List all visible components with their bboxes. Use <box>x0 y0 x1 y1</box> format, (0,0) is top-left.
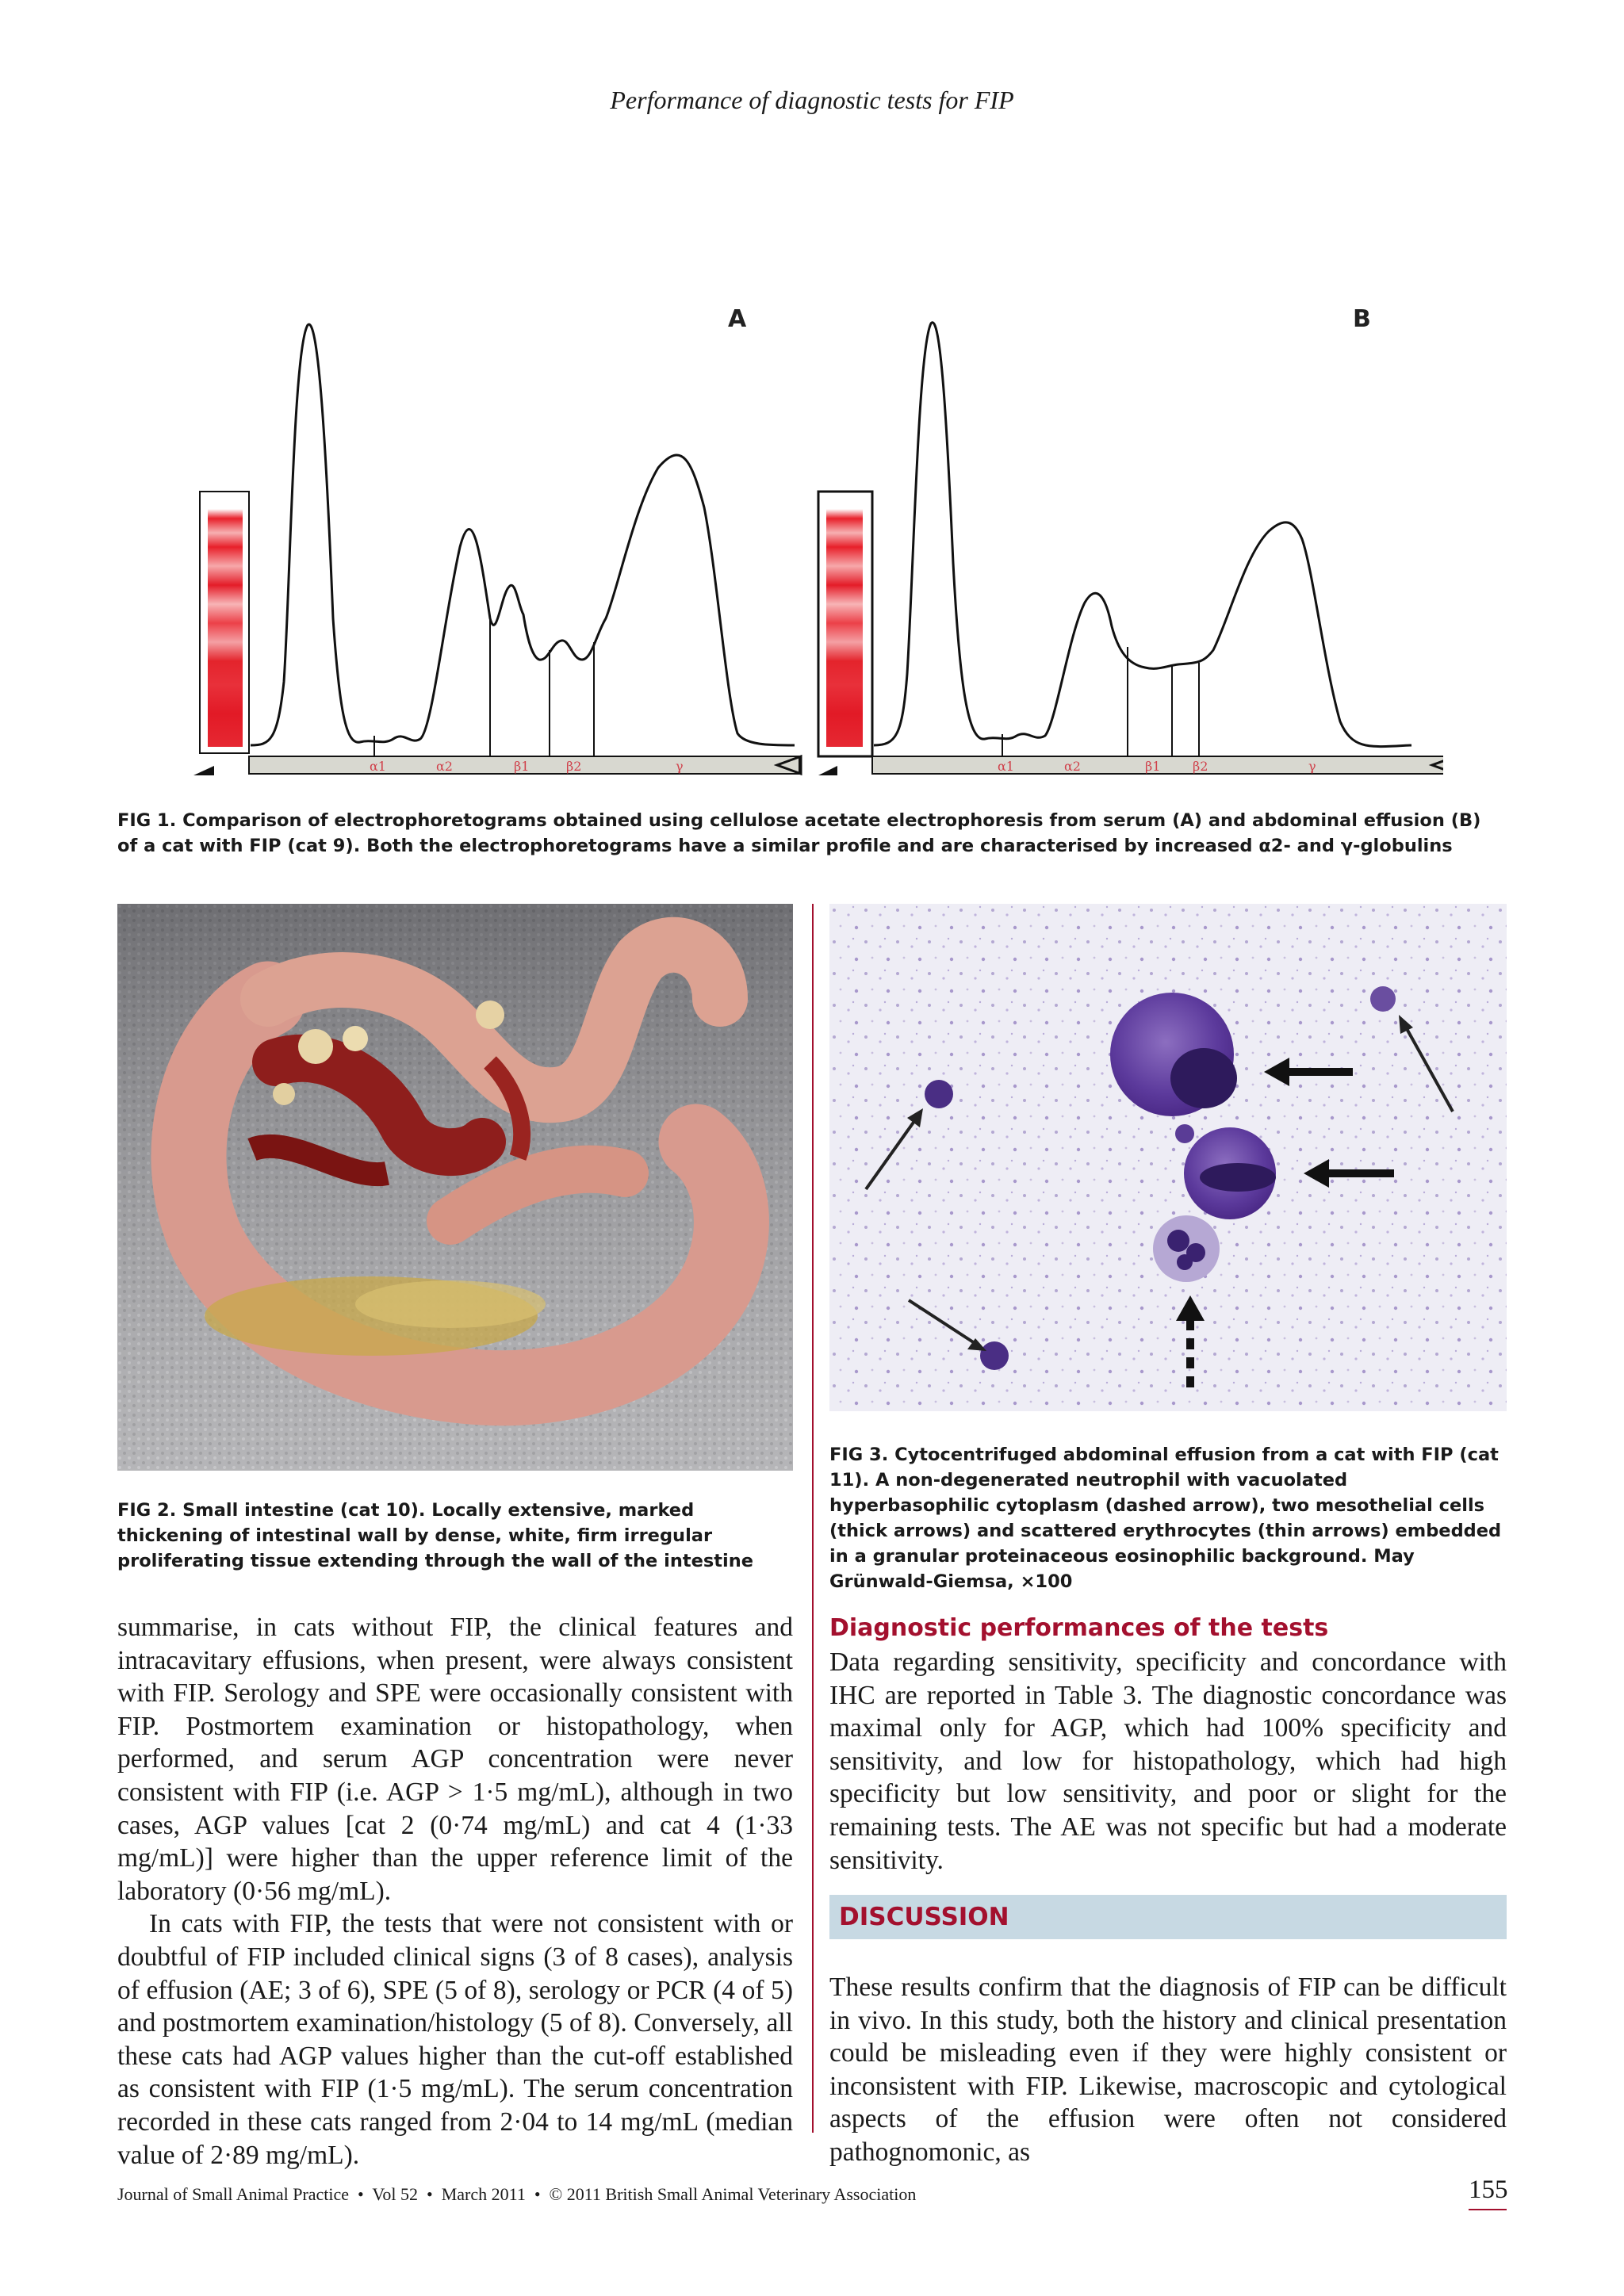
figure-2-label: FIG 2. <box>117 1500 177 1521</box>
fraction-beta1-b: β1 <box>1145 759 1161 774</box>
left-paragraph-1: summarise, in cats without FIP, the clinical features and intracavitary effusions, when present, were always consistent with FIP. Serology and SPE were occasionally consistent with FIP. Postmortem examination or histopathology, when performed, and serum AGP concentration were never consistent with FIP (i.e. AGP > 1·5 mg/mL), although in two cases, AGP values [cat 2 (0·74 mg/mL) and cat 4 (1·33 mg/mL)] were higher than the upper reference limit of the laboratory (0·56 mg/mL). <box>117 1613 793 1906</box>
figure-2-caption-text: Small intestine (cat 10). Locally extensive, marked thickening of intestinal wall by dense, white, firm irregular proliferating tissue extending through the wall of the intestine <box>117 1500 754 1571</box>
figure-2-photo <box>117 904 793 1471</box>
right-paragraph-2: These results confirm that the diagnosis of FIP can be difficult in vivo. In this study, both the history and clinical presentation could be misleading even if they were highly consistent or inconsistent with FIP. Likewise, macroscopic and cytological aspects of the effusion were often not considered pathognomonic, as <box>829 1973 1507 2167</box>
figure-1-electrophoretograms <box>190 301 1443 793</box>
panel-b <box>818 305 1443 775</box>
panel-b-label: B <box>1353 305 1371 333</box>
fraction-alpha1-b: α1 <box>998 759 1014 774</box>
fraction-alpha1-a: α1 <box>370 759 386 774</box>
figure-1-caption-text: Comparison of electrophoretograms obtained using cellulose acetate electrophoresis from serum (A) and abdominal effusion (B) of a cat with FIP (cat 9). Both the electrophoretograms have a similar profile and are characterised by increased α2- and γ-globulins <box>117 810 1481 856</box>
panel-a <box>193 305 801 775</box>
figure-3-caption <box>829 1442 1507 1594</box>
section-heading-diagnostic-performances: Diagnostic performances of the tests <box>829 1614 1329 1642</box>
figure-3-label: FIG 3. <box>829 1445 889 1465</box>
fraction-alpha2-b: α2 <box>1064 759 1081 774</box>
fraction-alpha2-a: α2 <box>436 759 453 774</box>
fraction-beta2-a: β2 <box>566 759 582 774</box>
left-paragraph-2: In cats with FIP, the tests that were not consistent with or doubtful of FIP included clinical signs (3 of 8 cases), analysis of effusion (AE; 3 of 6), SPE (5 of 8), serology or PCR (4 of 5) and postmortem examination/histology (5 of 8). Conversely, all these cats had AGP values higher than the cut-off established as consistent with FIP (1·5 mg/mL). The serum concentration recorded in these cats ranged from 2·04 to 14 mg/mL (median value of 2·89 mg/mL). <box>117 1909 793 2170</box>
right-paragraph-1: Data regarding sensitivity, specificity and concordance with IHC are reported in Table 3. The diagnostic concordance was maximal only for AGP, which had 100% specificity and sensitivity, and low for histopathology, which had high specificity but low sensitivity, and poor or slight for the remaining tests. The AE was not specific but had a moderate sensitivity. <box>829 1647 1507 1875</box>
left-column <box>117 1611 793 2172</box>
figure-1-label: FIG 1. <box>117 810 177 831</box>
page-number: 155 <box>1469 2175 1508 2204</box>
running-head: Performance of diagnostic tests for FIP <box>610 86 1014 114</box>
footer-citation: Journal of Small Animal Practice • Vol 52 • March 2011 • © 2011 British Small Animal Veterinary Association <box>117 2184 917 2204</box>
fraction-beta1-a: β1 <box>514 759 530 774</box>
fraction-gamma-a: γ <box>676 759 684 774</box>
fraction-beta2-b: β2 <box>1193 759 1208 774</box>
discussion-heading: DISCUSSION <box>839 1903 1009 1931</box>
panel-a-label: A <box>728 305 747 333</box>
fraction-gamma-b: γ <box>1308 759 1316 774</box>
figure-2-caption <box>117 1498 793 1574</box>
page-number-underline <box>1469 2209 1507 2210</box>
figure-1-caption <box>117 808 1507 859</box>
trace-b <box>874 323 1411 747</box>
figure-3-caption-text: Cytocentrifuged abdominal effusion from a cat with FIP (cat 11). A non-degenerated neutrophil with vacuolated hyperbasophilic cytoplasm (dashed arrow), two mesothelial cells (thick arrows) and scattered erythrocytes (thin arrows) embedded in a granular proteinaceous eosinophilic background. May Grünwald-Giemsa, ×100 <box>829 1445 1502 1592</box>
trace-a <box>251 324 795 745</box>
figure-3-photo <box>829 904 1507 1411</box>
column-divider <box>812 904 814 2133</box>
